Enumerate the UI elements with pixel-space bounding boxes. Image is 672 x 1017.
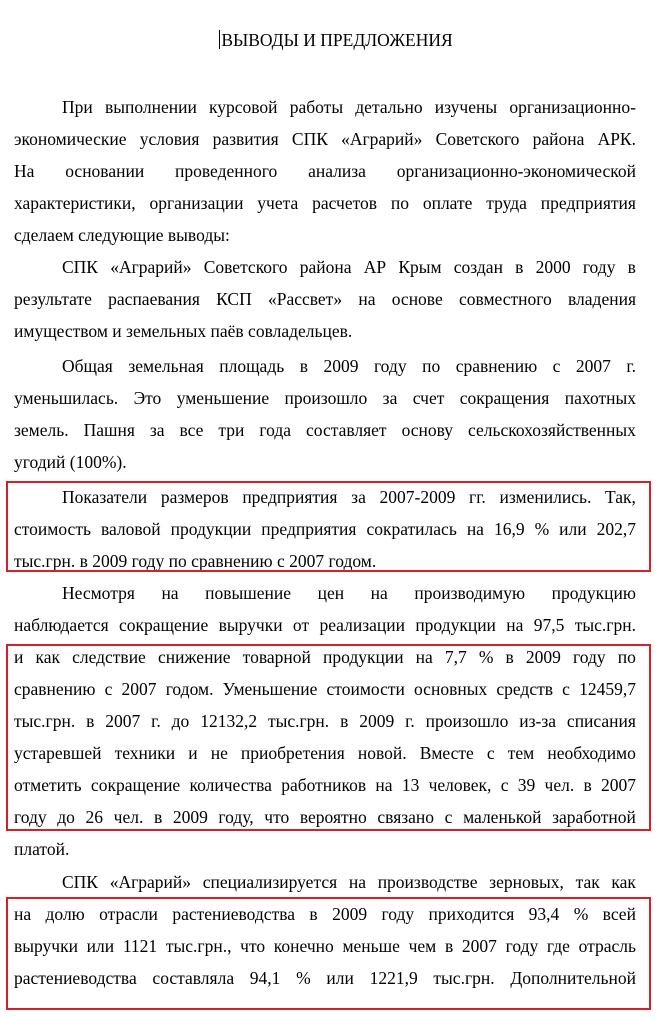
text-line: На основании проведенного анализа организационно-экономической (14, 161, 636, 181)
text-line: наблюдается сокращение выручки от реализации продукции на 97,5 тыс.грн. (14, 615, 636, 635)
text-line: тыс.грн. в 2007 г. до 12132,2 тыс.грн. в 2009 г. произошло из-за списания (14, 711, 636, 731)
text-line: тыс.грн. в 2009 году по сравнению с 2007 годом. (14, 551, 377, 571)
text-line: году до 26 чел. в 2009 году, что вероятно связано с маленькой заработной (14, 807, 636, 827)
highlight-box-crop-share (6, 897, 651, 1010)
text-line: платой. (14, 839, 70, 859)
highlight-box-gross-output (6, 481, 651, 572)
text-line: имуществом и земельных паёв совладельцев. (14, 321, 353, 341)
text-line: Показатели размеров предприятия за 2007-2009 гг. изменились. Так, (62, 487, 636, 507)
text-line: сделаем следующие выводы: (14, 225, 230, 245)
page-title: ВЫВОДЫ И ПРЕДЛОЖЕНИЯ (221, 30, 453, 50)
text-line: земель. Пашня за все три года составляет основу сельскохозяйственных (14, 420, 636, 440)
text-line: стоимость валовой продукции предприятия сократилась на 16,9 % или 202,7 (14, 519, 636, 539)
text-line: сравнению с 2007 годом. Уменьшение стоимости основных средств с 12459,7 (14, 679, 636, 699)
text-line: уменьшилась. Это уменьшение произошло за счет сокращения пахотных (14, 388, 636, 408)
text-line: угодий (100%). (14, 452, 127, 472)
text-line: характеристики, организации учета расчетов по оплате труда предприятия (14, 193, 636, 213)
text-line: выручки или 1121 тыс.грн., что конечно меньше чем в 2007 году где отрасль (14, 936, 636, 956)
text-line: СПК «Аграрий» Советского района АР Крым создан в 2000 году в (62, 257, 636, 277)
text-line: на долю отрасли растениеводства в 2009 году приходится 93,4 % всей (14, 904, 636, 924)
text-line: и как следствие снижение товарной продукции на 7,7 % в 2009 году по (14, 647, 636, 667)
text-line: экономические условия развития СПК «Аграрий» Советского района АРК. (14, 129, 636, 149)
text-line: результате распаевания КСП «Рассвет» на основе совместного владения (14, 289, 636, 309)
highlight-box-fixed-assets (6, 644, 651, 831)
text-line: отметить сокращение количества работников на 13 человек, с 39 чел. в 2007 (14, 775, 636, 795)
text-line: СПК «Аграрий» специализируется на производстве зерновых, так как (62, 872, 636, 892)
text-line: растениеводства составляла 94,1 % или 1221,9 тыс.грн. Дополнительной (14, 968, 636, 988)
text-line: Общая земельная площадь в 2009 году по сравнению с 2007 г. (62, 356, 636, 376)
text-line: При выполнении курсовой работы детально изучены организационно- (62, 97, 636, 117)
text-line: устаревшей техники и не приобретения новой. Вместе с тем необходимо (14, 743, 636, 763)
text-line: Несмотря на повышение цен на производимую продукцию (62, 583, 636, 603)
